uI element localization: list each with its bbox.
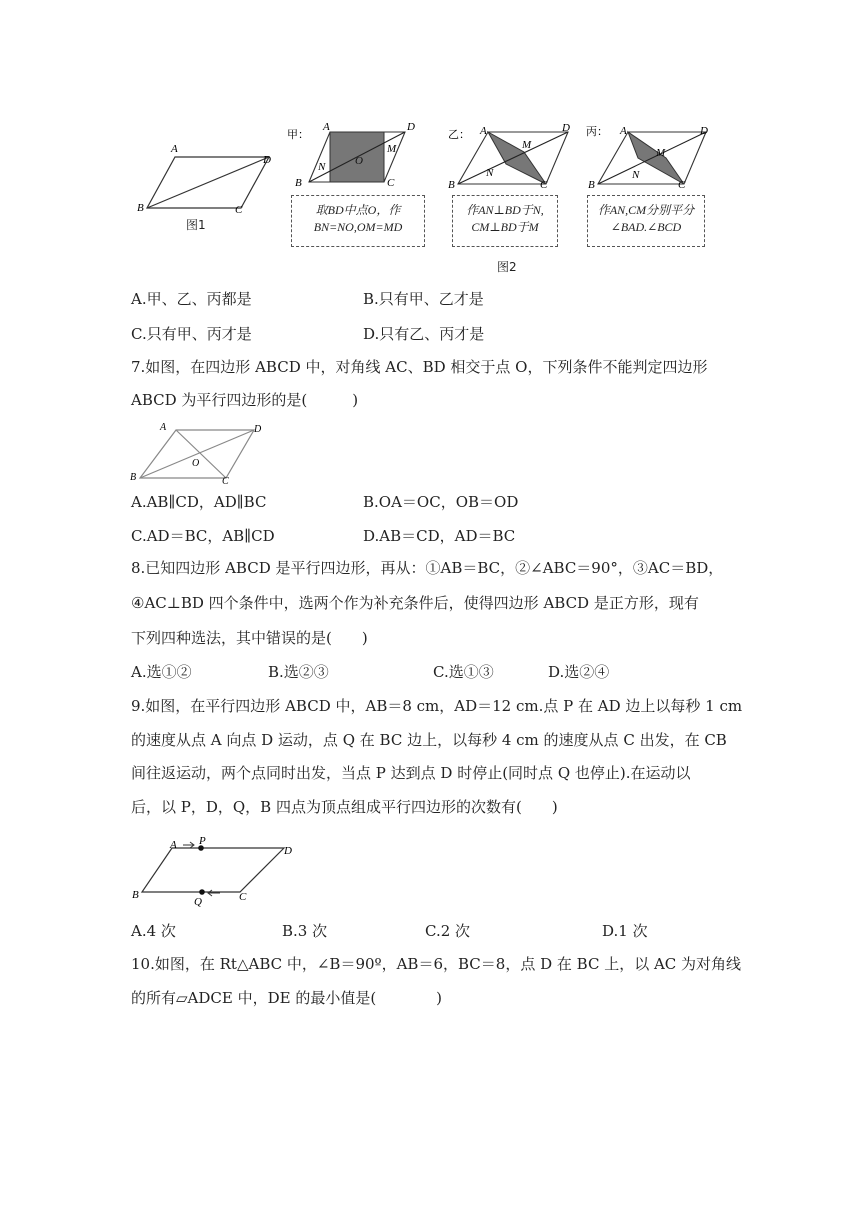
q9-label-q: Q xyxy=(194,896,202,908)
q6-option-d[interactable]: D.只有乙、丙才是 xyxy=(363,325,485,343)
yi-label-n: N xyxy=(486,167,494,179)
q9-label-b: B xyxy=(132,889,139,901)
q9-option-a[interactable]: A.4 次 xyxy=(131,922,176,940)
jia-label-b: B xyxy=(295,177,302,189)
q9-label-p: P xyxy=(199,835,206,847)
jia-label-title: 甲： xyxy=(287,129,309,141)
q7-label-d: D xyxy=(254,424,262,435)
q7-figure xyxy=(128,418,278,488)
bing-label-c: C xyxy=(678,179,686,191)
yi-method-box xyxy=(452,195,558,247)
q7-label-o: O xyxy=(192,458,200,469)
figure-2-jia xyxy=(287,118,427,193)
bing-label-b: B xyxy=(588,179,595,191)
fig1-label-a: A xyxy=(171,143,178,155)
figure-2-yi xyxy=(446,118,576,193)
q9-option-c[interactable]: C.2 次 xyxy=(425,922,471,940)
q8-stem-line-1: 8.已知四边形 ABCD 是平行四边形，再从：①AB＝BC，②∠ABC＝90°，③AC＝BD， xyxy=(131,559,724,577)
q8-option-c[interactable]: C.选①③ xyxy=(433,663,494,681)
yi-label-title: 乙： xyxy=(448,129,470,141)
q8-stem-line-3: 下列四种选法，其中错误的是( ) xyxy=(131,629,368,647)
fig1-label-c: C xyxy=(235,204,243,216)
q9-option-d[interactable]: D.1 次 xyxy=(602,922,648,940)
q8-option-b[interactable]: B.选②③ xyxy=(268,663,329,681)
q9-label-c: C xyxy=(239,891,247,903)
jia-label-d: D xyxy=(407,121,415,133)
q9-option-b[interactable]: B.3 次 xyxy=(282,922,328,940)
figure-2-bing xyxy=(584,118,714,193)
q7-option-d[interactable]: D.AB＝CD，AD＝BC xyxy=(363,527,516,545)
q7-option-c[interactable]: C.AD＝BC，AB∥CD xyxy=(131,527,275,545)
bing-label-d: D xyxy=(700,125,708,137)
q7-option-a[interactable]: A.AB∥CD，AD∥BC xyxy=(131,493,267,511)
q7-option-b[interactable]: B.OA＝OC，OB＝OD xyxy=(363,493,519,511)
q6-option-c[interactable]: C.只有甲、丙才是 xyxy=(131,325,252,343)
yi-label-m: M xyxy=(522,139,532,151)
fig1-label-b: B xyxy=(137,202,144,214)
fig1-caption: 图1 xyxy=(186,218,206,232)
jia-box-line-1: 取BD中点O，作 xyxy=(315,203,401,217)
jia-label-a: A xyxy=(323,121,330,133)
q6-option-a[interactable]: A.甲、乙、丙都是 xyxy=(131,290,252,308)
jia-label-c: C xyxy=(387,177,395,189)
q7-stem-line-2: ABCD 为平行四边形的是( ) xyxy=(131,391,359,409)
q9-stem-line-2: 的速度从点 A 向点 D 运动，点 Q 在 BC 边上，以每秒 4 cm 的速度从点 C 出发，在 CB xyxy=(131,731,727,749)
q7-label-c: C xyxy=(222,476,229,487)
fig2-caption: 图2 xyxy=(497,260,517,274)
bing-label-m: M xyxy=(656,147,666,159)
bing-label-a: A xyxy=(620,125,627,137)
yi-box-line-1: 作AN⊥BD于N, xyxy=(466,203,544,217)
yi-box-line-2: CM⊥BD于M xyxy=(471,220,539,234)
q6-option-b[interactable]: B.只有甲、乙才是 xyxy=(363,290,484,308)
q9-figure xyxy=(128,834,303,909)
q9-label-a: A xyxy=(170,839,177,851)
bing-label-title: 丙： xyxy=(586,126,608,138)
yi-label-a: A xyxy=(480,125,487,137)
jia-box-line-2: BN=NO,OM=MD xyxy=(313,220,403,234)
jia-label-n: N xyxy=(318,161,326,173)
bing-box-line-2: ∠BAD.∠BCD xyxy=(610,220,682,234)
bing-label-n: N xyxy=(632,169,640,181)
q8-option-a[interactable]: A.选①② xyxy=(131,663,192,681)
bing-box-line-1: 作AN,CM分别平分 xyxy=(597,203,695,217)
q9-label-d: D xyxy=(284,845,292,857)
yi-label-d: D xyxy=(562,122,570,134)
q9-stem-line-1: 9.如图，在平行四边形 ABCD 中，AB＝8 cm，AD＝12 cm.点 P 在 AD 边上以每秒 1 cm xyxy=(131,697,743,715)
bing-method-box xyxy=(587,195,705,247)
jia-label-m: M xyxy=(387,143,397,155)
q8-option-d[interactable]: D.选②④ xyxy=(548,663,610,681)
q7-label-b: B xyxy=(130,472,137,483)
q9-stem-line-4: 后，以 P，D，Q，B 四点为顶点组成平行四边形的次数有( ) xyxy=(131,798,558,816)
q10-stem-line-2: 的所有▱ADCE 中，DE 的最小值是( ) xyxy=(131,989,443,1007)
jia-method-box xyxy=(291,195,425,247)
fig1-label-d: D xyxy=(263,154,271,166)
q8-stem-line-2: ④AC⊥BD 四个条件中，选两个作为补充条件后，使得四边形 ABCD 是正方形，现有 xyxy=(131,594,699,612)
jia-label-o: O xyxy=(355,155,363,167)
yi-label-b: B xyxy=(448,179,455,191)
q10-stem-line-1: 10.如图，在 Rt△ABC 中，∠B＝90º，AB＝6，BC＝8，点 D 在 BC 上，以 AC 为对角线 xyxy=(131,955,742,973)
q7-stem-line-1: 7.如图，在四边形 ABCD 中，对角线 AC、BD 相交于点 O，下列条件不能判定四边形 xyxy=(131,358,708,376)
q7-label-a: A xyxy=(160,422,167,433)
yi-label-c: C xyxy=(540,179,548,191)
q9-stem-line-3: 间往返运动，两个点同时出发，当点 P 达到点 D 时停止(同时点 Q 也停止).在运动以 xyxy=(131,764,691,782)
